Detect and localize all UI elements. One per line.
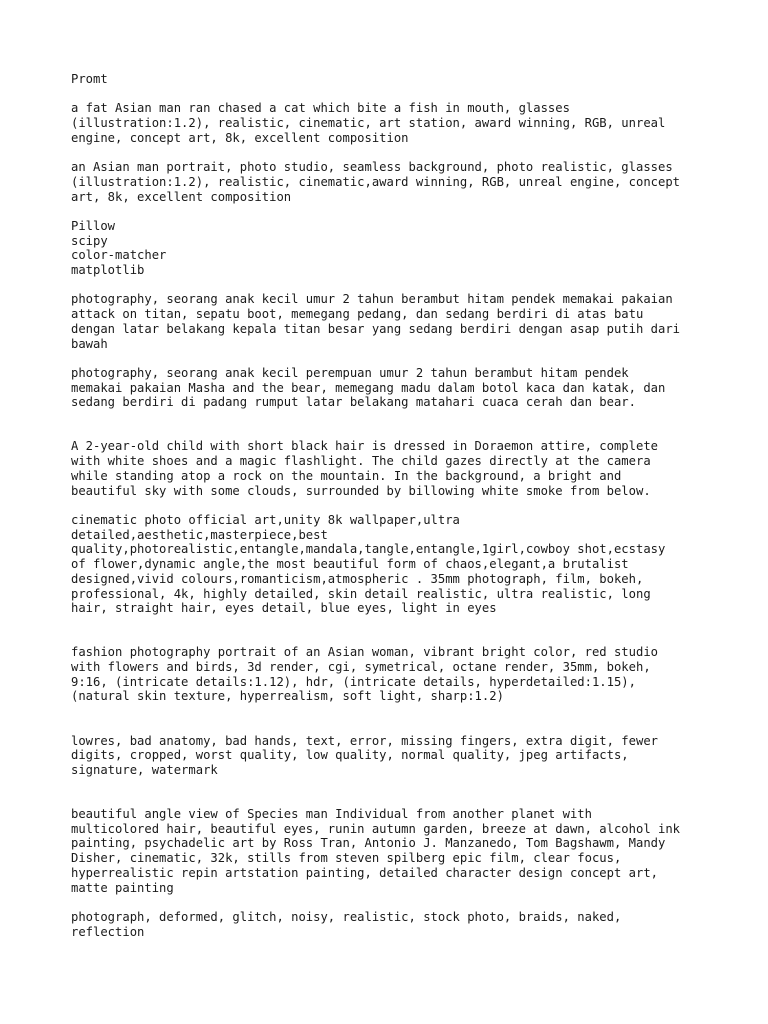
prompt-paragraph-fat-asian-man: a fat Asian man ran chased a cat which bite a fish in mouth, glasses (illustration:1.2), realistic, cinematic, art station, award winning, RGB, unreal engine, concept art, 8k, excellent composition	[71, 101, 666, 145]
document-title: Promt	[71, 72, 108, 86]
prompt-paragraph-cinematic-photo: cinematic photo official art,unity 8k wallpaper,ultra detailed,aesthetic,masterpiece,best quality,photorealistic,entangle,mandala,tangle,entangle,1girl,cowboy shot,ecstasy of flower,dynamic angle,the most beautiful form of chaos,elegant,a brutalist designed,vivid colours,romanticism,atmospheric . 35mm photograph, film, bokeh, professional, 4k, highly detailed, skin detail realistic, ultra realistic, long hair, straight hair, eyes detail, blue eyes, light in eyes	[71, 512, 666, 616]
prompt-paragraph-species-man: beautiful angle view of Species man Individual from another planet with multicolored hair, beautiful eyes, runin autumn garden, breeze at dawn, alcohol ink painting, psychadelic art by Ross Tran, Antonio J. Manzanedo, Tom Bagshawm, Mandy Disher, cinematic, 32k, stills from steven spilberg epic film, clear focus, hyperrealistic repin artstation painting, detailed character design concept art, matte painting	[71, 807, 681, 895]
prompt-paragraph-fashion-photography: fashion photography portrait of an Asian woman, vibrant bright color, red studio with flowers and birds, 3d render, cgi, symetrical, octane render, 35mm, bokeh, 9:16, (intricate details:1.12), hdr, (intricate details, hyperdetailed:1.15), (natural skin texture, hyperrealism, soft light, sharp:1.2)	[71, 645, 658, 704]
prompt-paragraph-asian-man-portrait: an Asian man portrait, photo studio, seamless background, photo realistic, glasses (illustration:1.2), realistic, cinematic,award winning, RGB, unreal engine, concept art, 8k, excellent composition	[71, 160, 681, 204]
negative-prompt-paragraph-lowres: lowres, bad anatomy, bad hands, text, error, missing fingers, extra digit, fewer digits, cropped, worst quality, low quality, normal quality, jpeg artifacts, signature, watermark	[71, 733, 658, 777]
prompt-paragraph-attack-on-titan: photography, seorang anak kecil umur 2 tahun berambut hitam pendek memakai pakaian attack on titan, sepatu boot, memegang pedang, dan sedang berdiri di atas batu dengan latar belakang kepala titan besar yang sedang berdiri dengan asap putih dari bawah	[71, 292, 681, 351]
package-list: Pillow scipy color-matcher matplotlib	[71, 218, 167, 278]
prompt-paragraph-doraemon: A 2-year-old child with short black hair is dressed in Doraemon attire, complete with white shoes and a magic flashlight. The child gazes directly at the camera while standing atop a rock on the mountain. In the background, a bright and beautiful sky with some clouds, surrounded by billowing white smoke from below.	[71, 439, 658, 498]
prompt-paragraph-masha-and-the-bear: photography, seorang anak kecil perempuan umur 2 tahun berambut hitam pendek memakai pakaian Masha and the bear, memegang madu dalam botol kaca dan katak, dan sedang berdiri di padang rumput latar belakang matahari cuaca cerah dan bear.	[71, 365, 666, 410]
negative-prompt-paragraph-photograph: photograph, deformed, glitch, noisy, realistic, stock photo, braids, naked, reflection	[71, 909, 622, 939]
